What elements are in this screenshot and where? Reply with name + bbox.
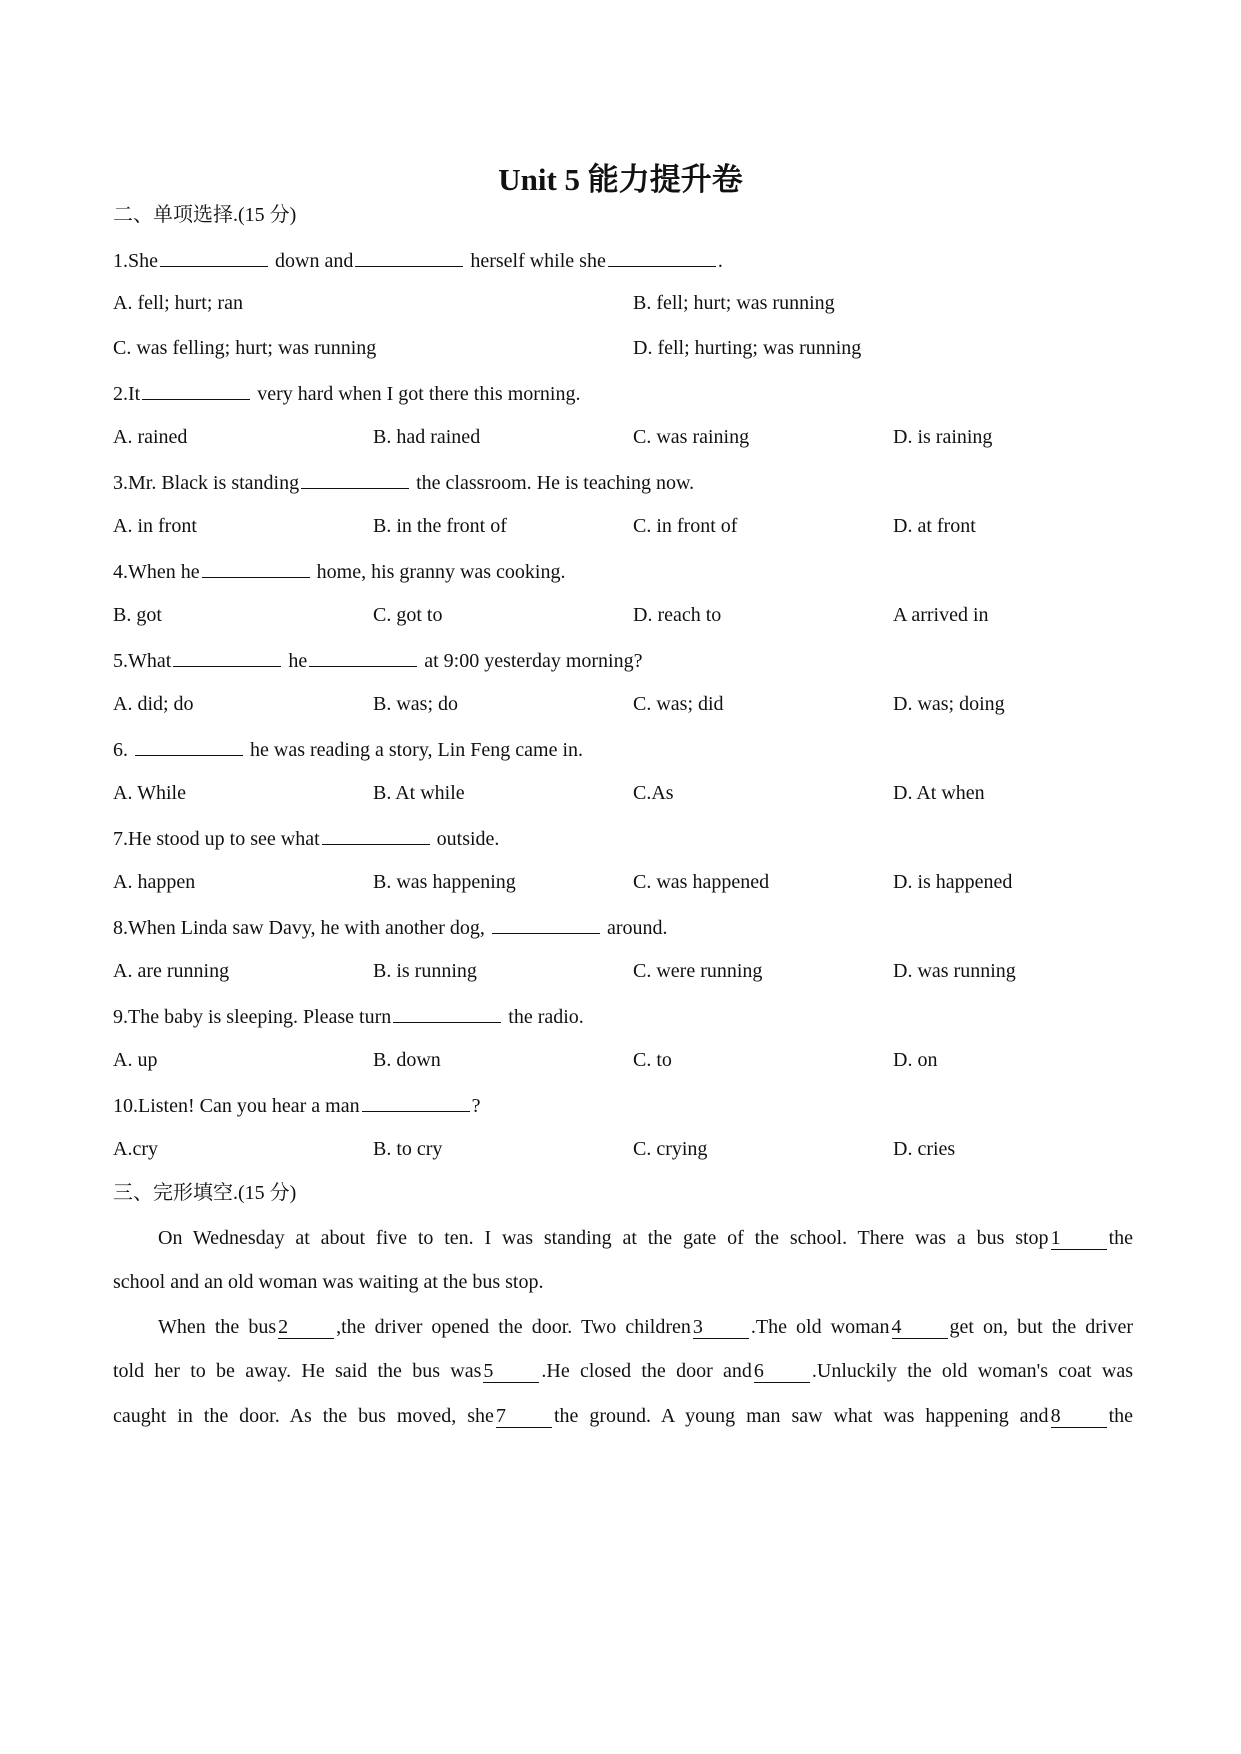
question-5: 5.What he at 9:00 yesterday morning?	[113, 644, 1133, 674]
question-5-options	[113, 689, 1133, 719]
option-c[interactable]: C. was raining	[633, 426, 750, 448]
option-b[interactable]: B. was; do	[373, 693, 458, 715]
question-3-options	[113, 511, 1133, 541]
question-1-options-row-1	[113, 288, 1133, 318]
option-a[interactable]: A. While	[113, 782, 186, 804]
cloze-blank-2[interactable]: 2	[278, 1316, 334, 1339]
option-c[interactable]: C.As	[633, 782, 674, 804]
option-a[interactable]: A. happen	[113, 871, 196, 893]
question-6: 6. he was reading a story, Lin Feng came in.	[113, 733, 1133, 763]
question-2-options	[113, 422, 1133, 452]
passage-line-4: told her to be away. He said the bus was 5 .He closed the door and 6 .Unluckily the old woman's coat was	[113, 1360, 1133, 1382]
cloze-blank-4[interactable]: 4	[892, 1316, 948, 1339]
cloze-blank-6[interactable]: 6	[754, 1360, 810, 1383]
answer-blank[interactable]	[355, 244, 463, 267]
option-b[interactable]: B. in the front of	[373, 515, 507, 537]
option-b[interactable]: B. had rained	[373, 426, 481, 448]
cloze-blank-7[interactable]: 7	[496, 1405, 552, 1428]
option-c[interactable]: C. was happened	[633, 871, 770, 893]
option-c[interactable]: C. in front of	[633, 515, 738, 537]
option-b[interactable]: B. fell; hurt; was running	[633, 292, 835, 314]
option-d[interactable]: D. was; doing	[893, 693, 1005, 715]
answer-blank[interactable]	[309, 644, 417, 667]
question-6-options	[113, 778, 1133, 808]
option-a[interactable]: A. in front	[113, 515, 197, 537]
option-c[interactable]: C. was; did	[633, 693, 724, 715]
option-a[interactable]: A. fell; hurt; ran	[113, 292, 243, 314]
section-heading-multiple-choice: 二、单项选择.(15 分)	[113, 204, 297, 226]
option-2[interactable]: C. got to	[373, 604, 443, 626]
question-2: 2.It very hard when I got there this morning.	[113, 377, 1133, 407]
answer-blank[interactable]	[142, 377, 250, 400]
question-3: 3.Mr. Black is standing the classroom. He is teaching now.	[113, 466, 1133, 496]
option-a[interactable]: A. did; do	[113, 693, 194, 715]
option-4[interactable]: A arrived in	[893, 604, 989, 626]
option-b[interactable]: B. was happening	[373, 871, 516, 893]
option-1[interactable]: B. got	[113, 604, 162, 626]
option-d[interactable]: D. cries	[893, 1138, 956, 1160]
option-d[interactable]: D. at front	[893, 515, 976, 537]
question-1: 1.She down and herself while she .	[113, 244, 1133, 274]
answer-blank[interactable]	[393, 1000, 501, 1023]
answer-blank[interactable]	[301, 466, 409, 489]
question-9-options	[113, 1045, 1133, 1075]
answer-blank[interactable]	[202, 555, 310, 578]
option-b[interactable]: B. to cry	[373, 1138, 443, 1160]
option-c[interactable]: C. were running	[633, 960, 763, 982]
cloze-blank-5[interactable]: 5	[483, 1360, 539, 1383]
option-a[interactable]: A. rained	[113, 426, 188, 448]
answer-blank[interactable]	[173, 644, 281, 667]
answer-blank[interactable]	[160, 244, 268, 267]
passage-line-1: On Wednesday at about five to ten. I was standing at the gate of the school. There was a bus stop 1 the	[158, 1227, 1133, 1249]
question-9: 9.The baby is sleeping. Please turn the radio.	[113, 1000, 1133, 1030]
option-c[interactable]: C. crying	[633, 1138, 708, 1160]
page-title: Unit 5 能力提升卷	[498, 162, 743, 197]
option-b[interactable]: B. down	[373, 1049, 441, 1071]
passage-line-5: caught in the door. As the bus moved, she 7 the ground. A young man saw what was happening and 8 the	[113, 1405, 1133, 1427]
question-4: 4.When he home, his granny was cooking.	[113, 555, 1133, 585]
option-d[interactable]: D. was running	[893, 960, 1016, 982]
question-4-options	[113, 600, 1133, 630]
answer-blank[interactable]	[362, 1089, 470, 1112]
option-a[interactable]: A. are running	[113, 960, 230, 982]
answer-blank[interactable]	[608, 244, 716, 267]
option-d[interactable]: D. fell; hurting; was running	[633, 337, 862, 359]
cloze-blank-3[interactable]: 3	[693, 1316, 749, 1339]
question-7: 7.He stood up to see what outside.	[113, 822, 1133, 852]
cloze-blank-8[interactable]: 8	[1051, 1405, 1107, 1428]
option-c[interactable]: C. was felling; hurt; was running	[113, 337, 377, 359]
question-8-options	[113, 956, 1133, 986]
option-d[interactable]: D. is happened	[893, 871, 1013, 893]
option-a[interactable]: A.cry	[113, 1138, 158, 1160]
answer-blank[interactable]	[135, 733, 243, 756]
option-b[interactable]: B. At while	[373, 782, 465, 804]
option-3[interactable]: D. reach to	[633, 604, 722, 626]
option-a[interactable]: A. up	[113, 1049, 158, 1071]
option-d[interactable]: D. At when	[893, 782, 985, 804]
answer-blank[interactable]	[492, 911, 600, 934]
passage-line-3: When the bus 2 ,the driver opened the door. Two children 3 .The old woman 4 get on, but the driver	[158, 1316, 1133, 1338]
option-d[interactable]: D. is raining	[893, 426, 993, 448]
cloze-blank-1[interactable]: 1	[1051, 1227, 1107, 1250]
section-heading-cloze: 三、完形填空.(15 分)	[113, 1182, 297, 1204]
question-1-options-row-2	[113, 333, 1133, 363]
question-10-options	[113, 1134, 1133, 1164]
question-10: 10.Listen! Can you hear a man ?	[113, 1089, 1133, 1119]
question-8: 8.When Linda saw Davy, he with another dog, around.	[113, 911, 1133, 941]
option-c[interactable]: C. to	[633, 1049, 672, 1071]
option-d[interactable]: D. on	[893, 1049, 938, 1071]
question-7-options	[113, 867, 1133, 897]
answer-blank[interactable]	[322, 822, 430, 845]
passage-line-2: school and an old woman was waiting at the bus stop.	[113, 1271, 544, 1293]
option-b[interactable]: B. is running	[373, 960, 477, 982]
